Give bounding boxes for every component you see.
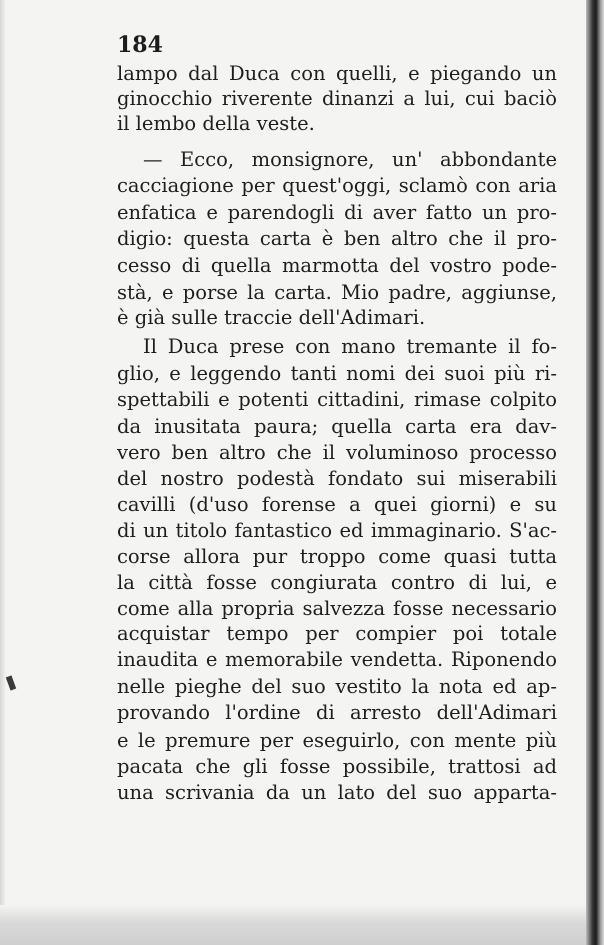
page-left-edge: [0, 0, 6, 945]
book-spine-gutter: [586, 0, 604, 945]
page-bottom-shadow: [0, 905, 586, 945]
text-line: corse allora pur troppo come quasi tutta: [117, 545, 557, 568]
text-line: nelle pieghe del suo vestito la nota ed ap-: [117, 675, 557, 698]
text-line: una scrivania da un lato del suo apparta-: [117, 781, 557, 804]
text-line: Il Duca prese con mano tremante il fo-: [143, 335, 557, 358]
text-line: provando l'ordine di arresto dell'Adimari: [117, 701, 557, 724]
text-line: pacata che gli fosse possibile, trattosi ad: [117, 755, 557, 778]
page-number: 184: [117, 32, 163, 58]
text-line: acquistar tempo per compier poi totale: [117, 622, 557, 645]
text-line: glio, e leggendo tanti nomi dei suoi più ri-: [117, 362, 557, 385]
text-line: e le premure per eseguirlo, con mente più: [117, 729, 557, 752]
text-line: vero ben altro che il voluminoso processo: [117, 441, 557, 464]
text-line: da inusitata paura; quella carta era dav-: [117, 415, 557, 438]
text-line: digio: questa carta è ben altro che il pro-: [117, 227, 557, 250]
text-line: la città fosse congiurata contro di lui, e: [117, 571, 557, 594]
text-line: lampo dal Duca con quelli, e piegando un: [117, 62, 557, 85]
text-line: cesso di quella marmotta del vostro pode-: [117, 254, 557, 277]
text-line: ginocchio riverente dinanzi a lui, cui baciò: [117, 87, 557, 110]
text-line: stà, e porse la carta. Mio padre, aggiunse,: [117, 281, 557, 304]
margin-mark: [6, 675, 16, 690]
text-line: spettabili e potenti cittadini, rimase colpito: [117, 388, 557, 411]
text-line: di un titolo fantastico ed immaginario. S'ac-: [117, 519, 557, 542]
text-line: inaudita e memorabile vendetta. Riponendo: [117, 648, 557, 671]
text-line: enfatica e parendogli di aver fatto un pro-: [117, 201, 557, 224]
text-line: cavilli (d'uso forense a quei giorni) e su: [117, 493, 557, 516]
text-line: è già sulle traccie dell'Adimari.: [117, 306, 426, 329]
text-line: cacciagione per quest'oggi, sclamò con aria: [117, 174, 557, 197]
text-line: il lembo della veste.: [117, 112, 315, 135]
text-line: del nostro podestà fondato sui miserabili: [117, 467, 557, 490]
text-line: — Ecco, monsignore, un' abbondante: [143, 148, 557, 171]
text-line: come alla propria salvezza fosse necessario: [117, 597, 557, 620]
